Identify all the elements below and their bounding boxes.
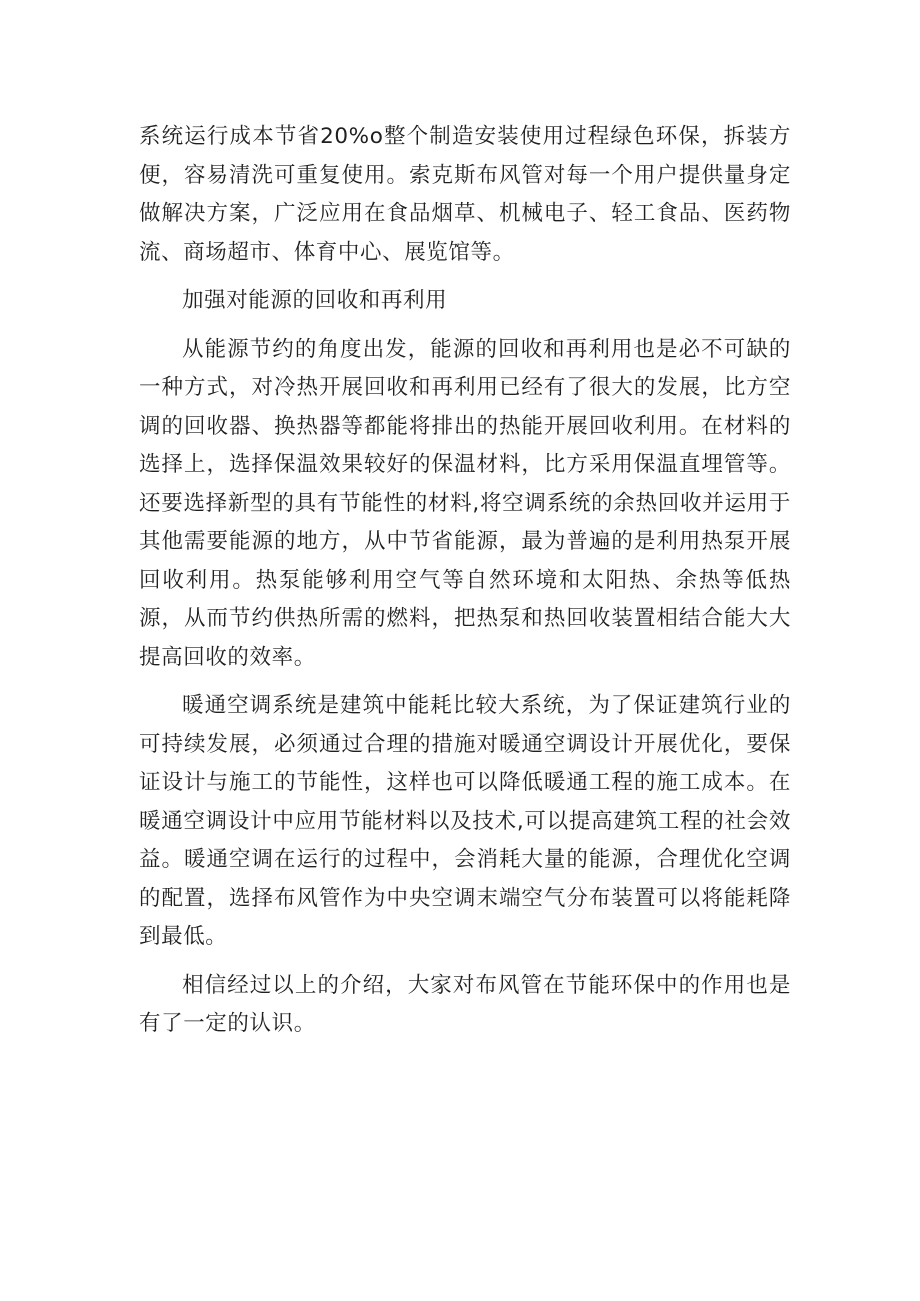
paragraph-energy-recovery: 从能源节约的角度出发，能源的回收和再利用也是必不可缺的一种方式，对冷热开展回收和再利用已经有了很大的发展，比方空调的回收器、换热器等都能将排出的热能开展回收利用。在材料的选择上，选择保温效果较好的保温材料，比方采用保温直埋管等。还要选择新型的具有节能性的材料,将空调系统的余热回收并运用于其他需要能源的地方，从中节省能源，最为普遍的是利用热泵开展回收利用。热泵能够利用空气等自然环境和太阳热、余热等低热源，从而节约供热所需的燃料，把热泵和热回收装置相结合能大大提高回收的效率。 [139,336,791,670]
paragraph-hvac-optimization: 暖通空调系统是建筑中能耗比较大系统，为了保证建筑行业的可持续发展，必须通过合理的措施对暖通空调设计开展优化，要保证设计与施工的节能性，这样也可以降低暖通工程的施工成本。在暖通空调设计中应用节能材料以及技术,可以提高建筑工程的社会效益。暖通空调在运行的过程中，会消耗大量的能源，合理优化空调的配置，选择布风管作为中央空调末端空气分布装置可以将能耗降到最低。 [139,693,791,949]
paragraph-intro: 系统运行成本节省20%o整个制造安装使用过程绿色环保，拆装方便，容易清洗可重复使用。索克斯布风管对每一个用户提供量身定做解决方案，广泛应用在食品烟草、机械电子、轻工食品、医药物流、商场超市、体育中心、展览馆等。 [139,124,791,265]
paragraph-conclusion: 相信经过以上的介绍，大家对布风管在节能环保中的作用也是有了一定的认识。 [139,972,791,1036]
document-body [139,118,791,1044]
section-heading: 加强对能源的回收和再利用 [182,288,448,313]
